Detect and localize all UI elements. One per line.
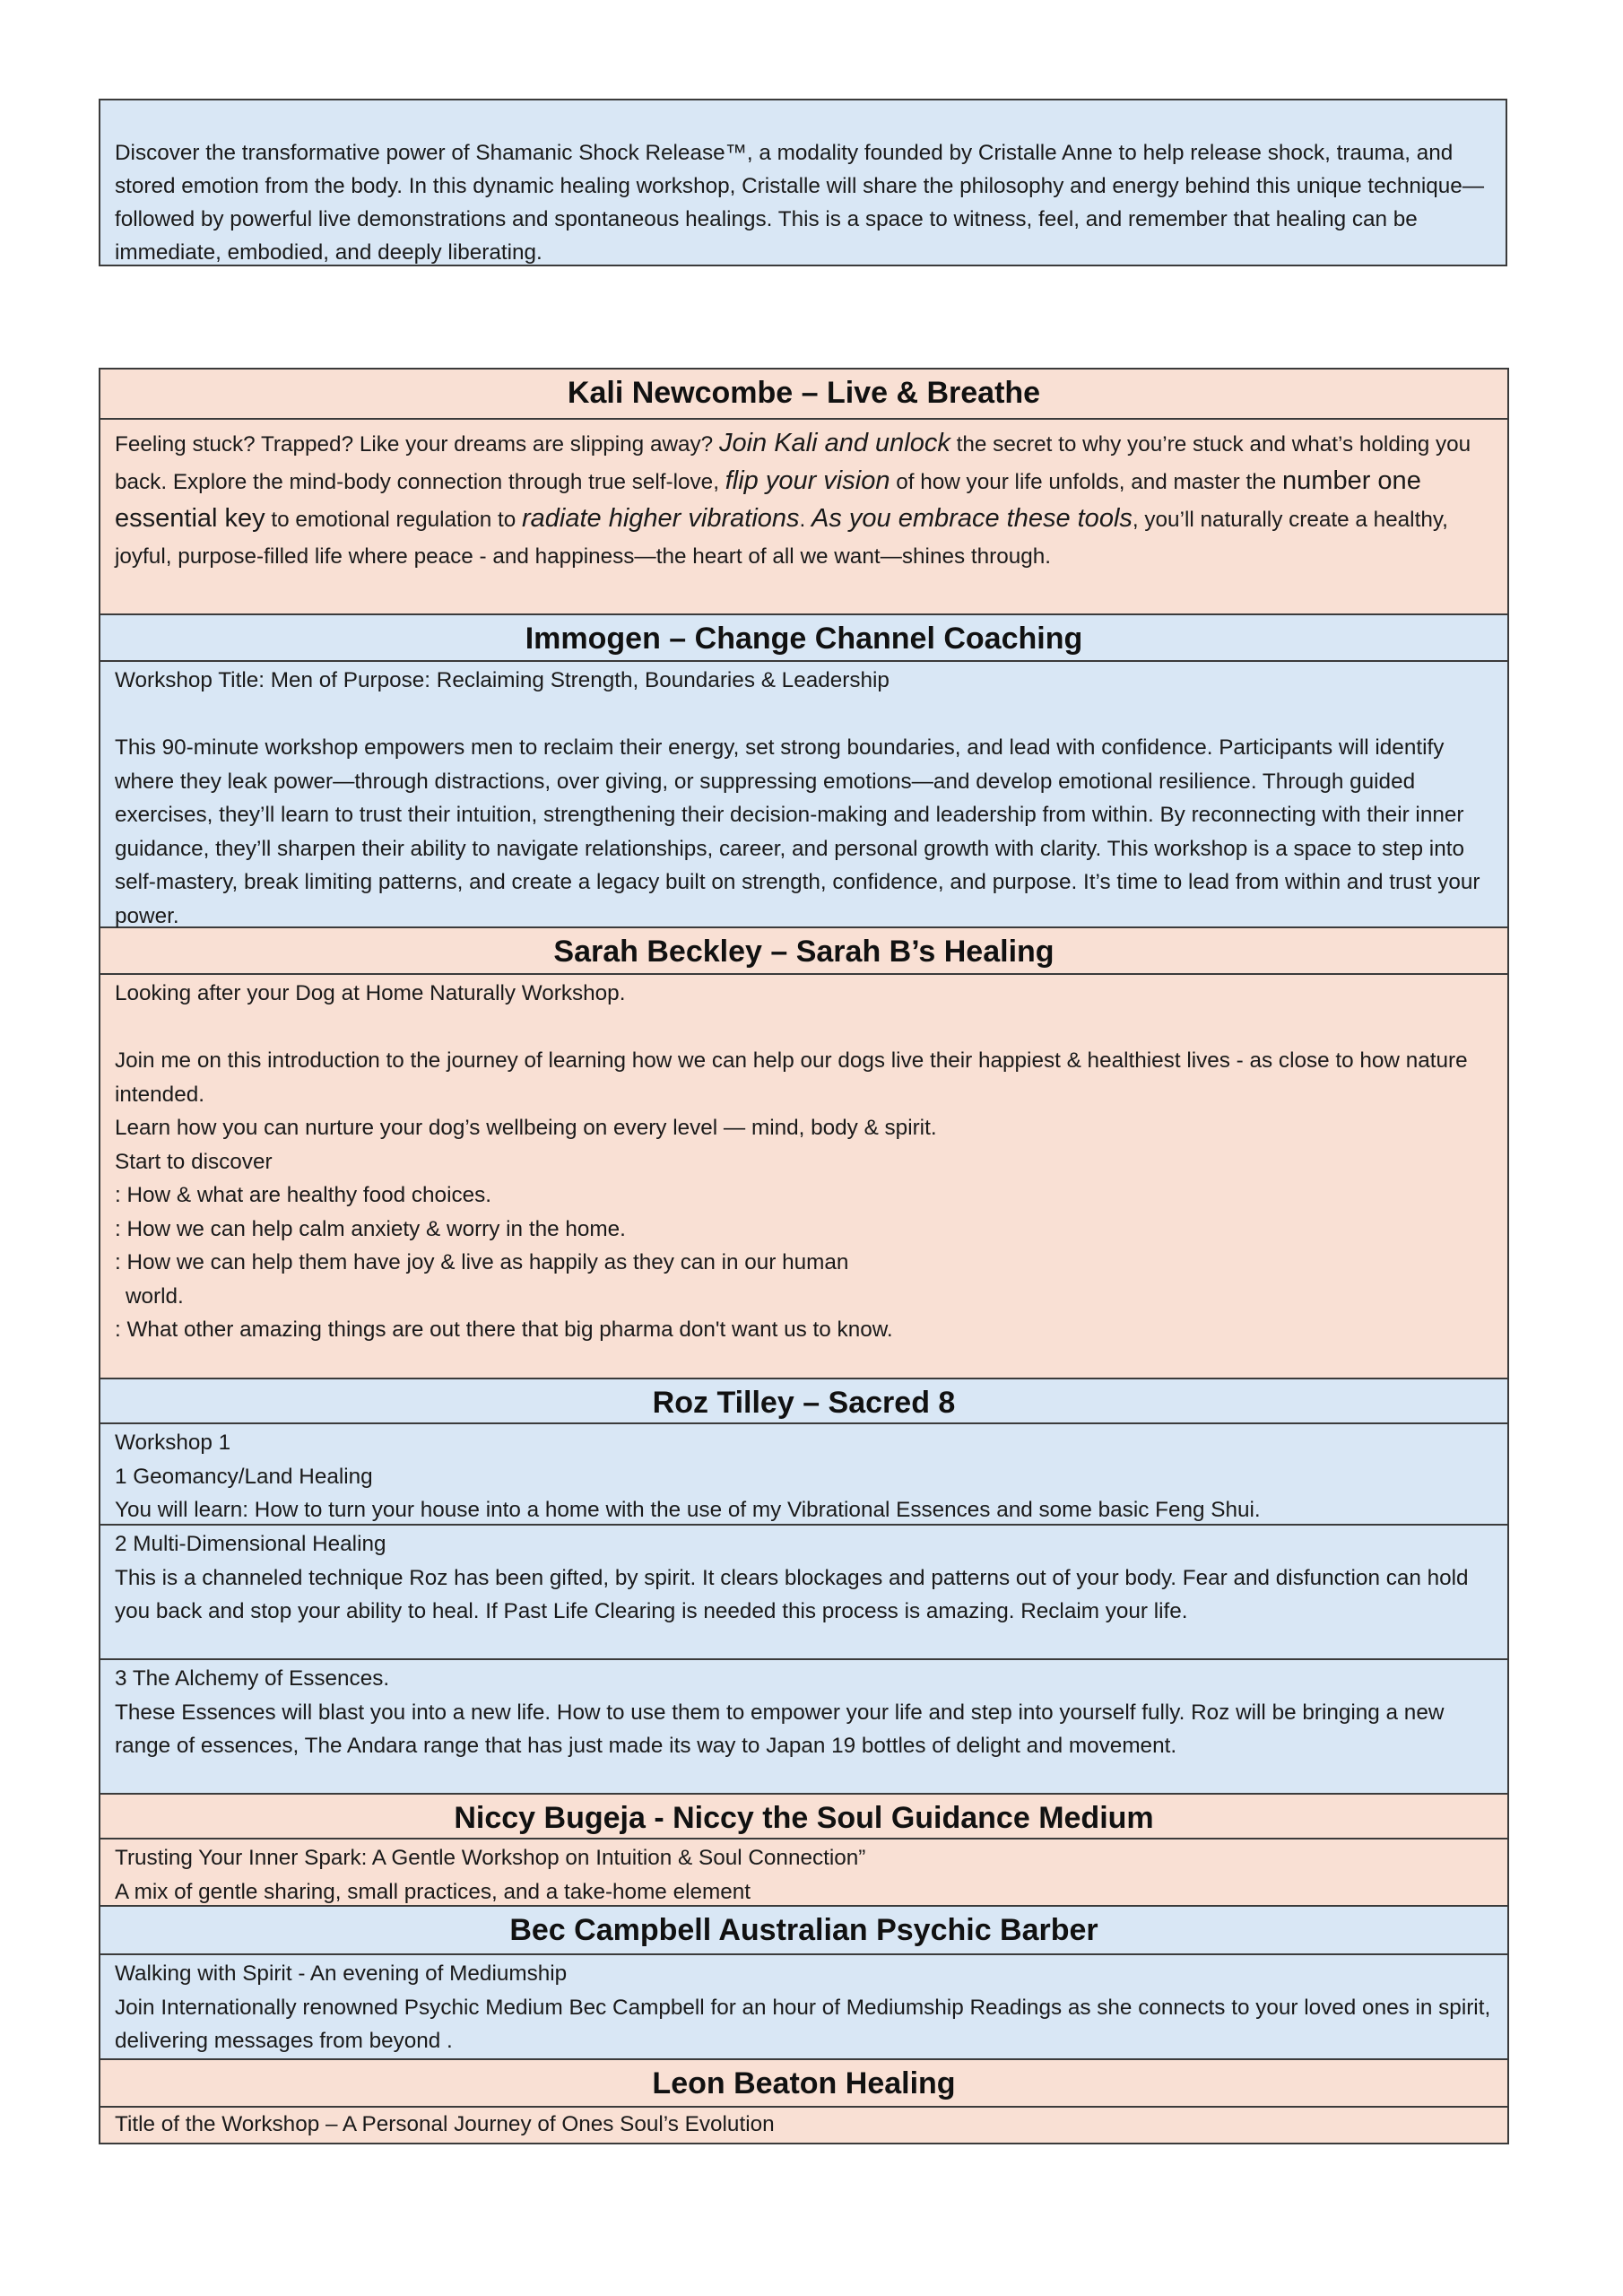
sarah-point-continued: world. xyxy=(126,1283,184,1309)
roz-workshop-label: Workshop 1 xyxy=(115,1431,231,1455)
kali-description xyxy=(115,425,1493,575)
kali-text-5: . xyxy=(799,508,812,532)
kali-emphasis-3: number one essential key xyxy=(115,466,1421,533)
sarah-workshop-title: Looking after your Dog at Home Naturally Workshop. xyxy=(115,981,626,1005)
kali-text-1: Feeling stuck? Trapped? Like your dreams are slipping away? xyxy=(115,432,719,457)
sarah-heading: Sarah Beckley – Sarah B’s Healing xyxy=(100,928,1507,975)
kali-emphasis-4: radiate higher vibrations xyxy=(522,504,800,533)
roz-item-2 xyxy=(100,1526,1507,1660)
leon-workshop-title: Title of the Workshop – A Personal Journey of Ones Soul’s Evolution xyxy=(115,2112,775,2136)
kali-body xyxy=(100,420,1507,615)
kali-emphasis-1: Join Kali and unlock xyxy=(718,429,950,457)
roz-item-1 xyxy=(100,1424,1507,1526)
sarah-body xyxy=(100,975,1507,1379)
workshop-table xyxy=(99,368,1509,2144)
roz-item-text: You will learn: How to turn your house into a home with the use of my Vibrational Essences and some basic Feng Shui. xyxy=(115,1498,1261,1522)
intro-text: Discover the transformative power of Shamanic Shock Release™, a modality founded by Cristalle Anne to help release shock, trauma, and stored emotion from the body. In this dynamic healing workshop, Cristalle will share the philosophy and energy behind this unique technique—followed by powerful live demonstrations and spontaneous healings. This is a space to witness, feel, and remember that healing can be immediate, embodied, and deeply liberating. xyxy=(115,141,1485,265)
immogen-description: This 90-minute workshop empowers men to reclaim their energy, set strong boundaries, and lead with confidence. Participants will identify where they leak power—through distractions, over giving, or suppressing emotions—and develop emotional resilience. Through guided exercises, they’ll learn to trust their intuition, strengthening their decision-making and leadership from within. By reconnecting with their inner guidance, they’ll sharpen their ability to navigate relationships, career, and personal growth with clarity. This workshop is a space to step into self-mastery, break limiting patterns, and create a legacy built on strength, confidence, and purpose. It’s time to lead from within and trust your power. xyxy=(115,735,1480,928)
niccy-workshop-title: Trusting Your Inner Spark: A Gentle Workshop on Intuition & Soul Connection” xyxy=(115,1846,866,1870)
sarah-intro: Join me on this introduction to the journey of learning how we can help our dogs live their happiest & healthiest lives - as close to how nature intended. xyxy=(115,1048,1468,1107)
bec-body xyxy=(100,1955,1507,2060)
roz-item-title: 2 Multi-Dimensional Healing xyxy=(115,1532,386,1556)
immogen-body xyxy=(100,662,1507,928)
sarah-start: Start to discover xyxy=(115,1149,273,1174)
roz-item-title: 3 The Alchemy of Essences. xyxy=(115,1666,390,1691)
leon-heading: Leon Beaton Healing xyxy=(100,2060,1507,2108)
immogen-heading: Immogen – Change Channel Coaching xyxy=(100,615,1507,662)
roz-heading: Roz Tilley – Sacred 8 xyxy=(100,1379,1507,1424)
roz-item-text: This is a channeled technique Roz has been gifted, by spirit. It clears blockages and patterns out of your body. Fear and disfunction can hold you back and stop your ability to heal. If Past Life Clearing is needed this process is amazing. Reclaim your life. xyxy=(115,1565,1469,1623)
kali-text-4: to emotional regulation to xyxy=(265,508,522,532)
kali-text-2: the secret to why you’re stuck and what’s holding you back. Explore the mind-body connection through true self-love, xyxy=(115,432,1471,494)
sarah-point: : How we can help them have joy & live as happily as they can in our human xyxy=(115,1250,849,1274)
kali-text-6: , you’ll naturally create a healthy, joyful, purpose-filled life where peace - and happiness—the heart of all we want—shines through. xyxy=(115,508,1448,569)
roz-item-text: These Essences will blast you into a new life. How to use them to empower your life and step into yourself fully. Roz will be bringing a new range of essences, The Andara range that has just made its way to Japan 19 bottles of delight and movement. xyxy=(115,1700,1445,1758)
kali-heading: Kali Newcombe – Live & Breathe xyxy=(100,370,1507,420)
sarah-point: : How & what are healthy food choices. xyxy=(115,1183,492,1207)
niccy-heading: Niccy Bugeja - Niccy the Soul Guidance Medium xyxy=(100,1795,1507,1839)
roz-item-3 xyxy=(100,1660,1507,1795)
niccy-body xyxy=(100,1839,1507,1907)
intro-box xyxy=(99,99,1507,266)
bec-description: Join Internationally renowned Psychic Medium Bec Campbell for an hour of Mediumship Readings as she connects to your loved ones in spirit, delivering messages from beyond . xyxy=(115,1995,1491,2053)
kali-text-3: of how your life unfolds, and master the xyxy=(890,470,1283,494)
roz-item-title: 1 Geomancy/Land Healing xyxy=(115,1464,373,1489)
leon-body xyxy=(100,2108,1507,2143)
bec-heading: Bec Campbell Australian Psychic Barber xyxy=(100,1907,1507,1955)
sarah-point: : How we can help calm anxiety & worry in the home. xyxy=(115,1216,626,1241)
niccy-description: A mix of gentle sharing, small practices, and a take-home element xyxy=(115,1879,751,1904)
sarah-point: : What other amazing things are out there that big pharma don't want us to know. xyxy=(115,1318,893,1342)
bec-workshop-title: Walking with Spirit - An evening of Mediumship xyxy=(115,1961,568,1986)
sarah-learn: Learn how you can nurture your dog’s wellbeing on every level — mind, body & spirit. xyxy=(115,1116,937,1140)
kali-emphasis-5: As you embrace these tools xyxy=(812,504,1133,533)
kali-emphasis-2: flip your vision xyxy=(725,466,890,495)
immogen-workshop-title: Workshop Title: Men of Purpose: Reclaiming Strength, Boundaries & Leadership xyxy=(115,668,890,692)
